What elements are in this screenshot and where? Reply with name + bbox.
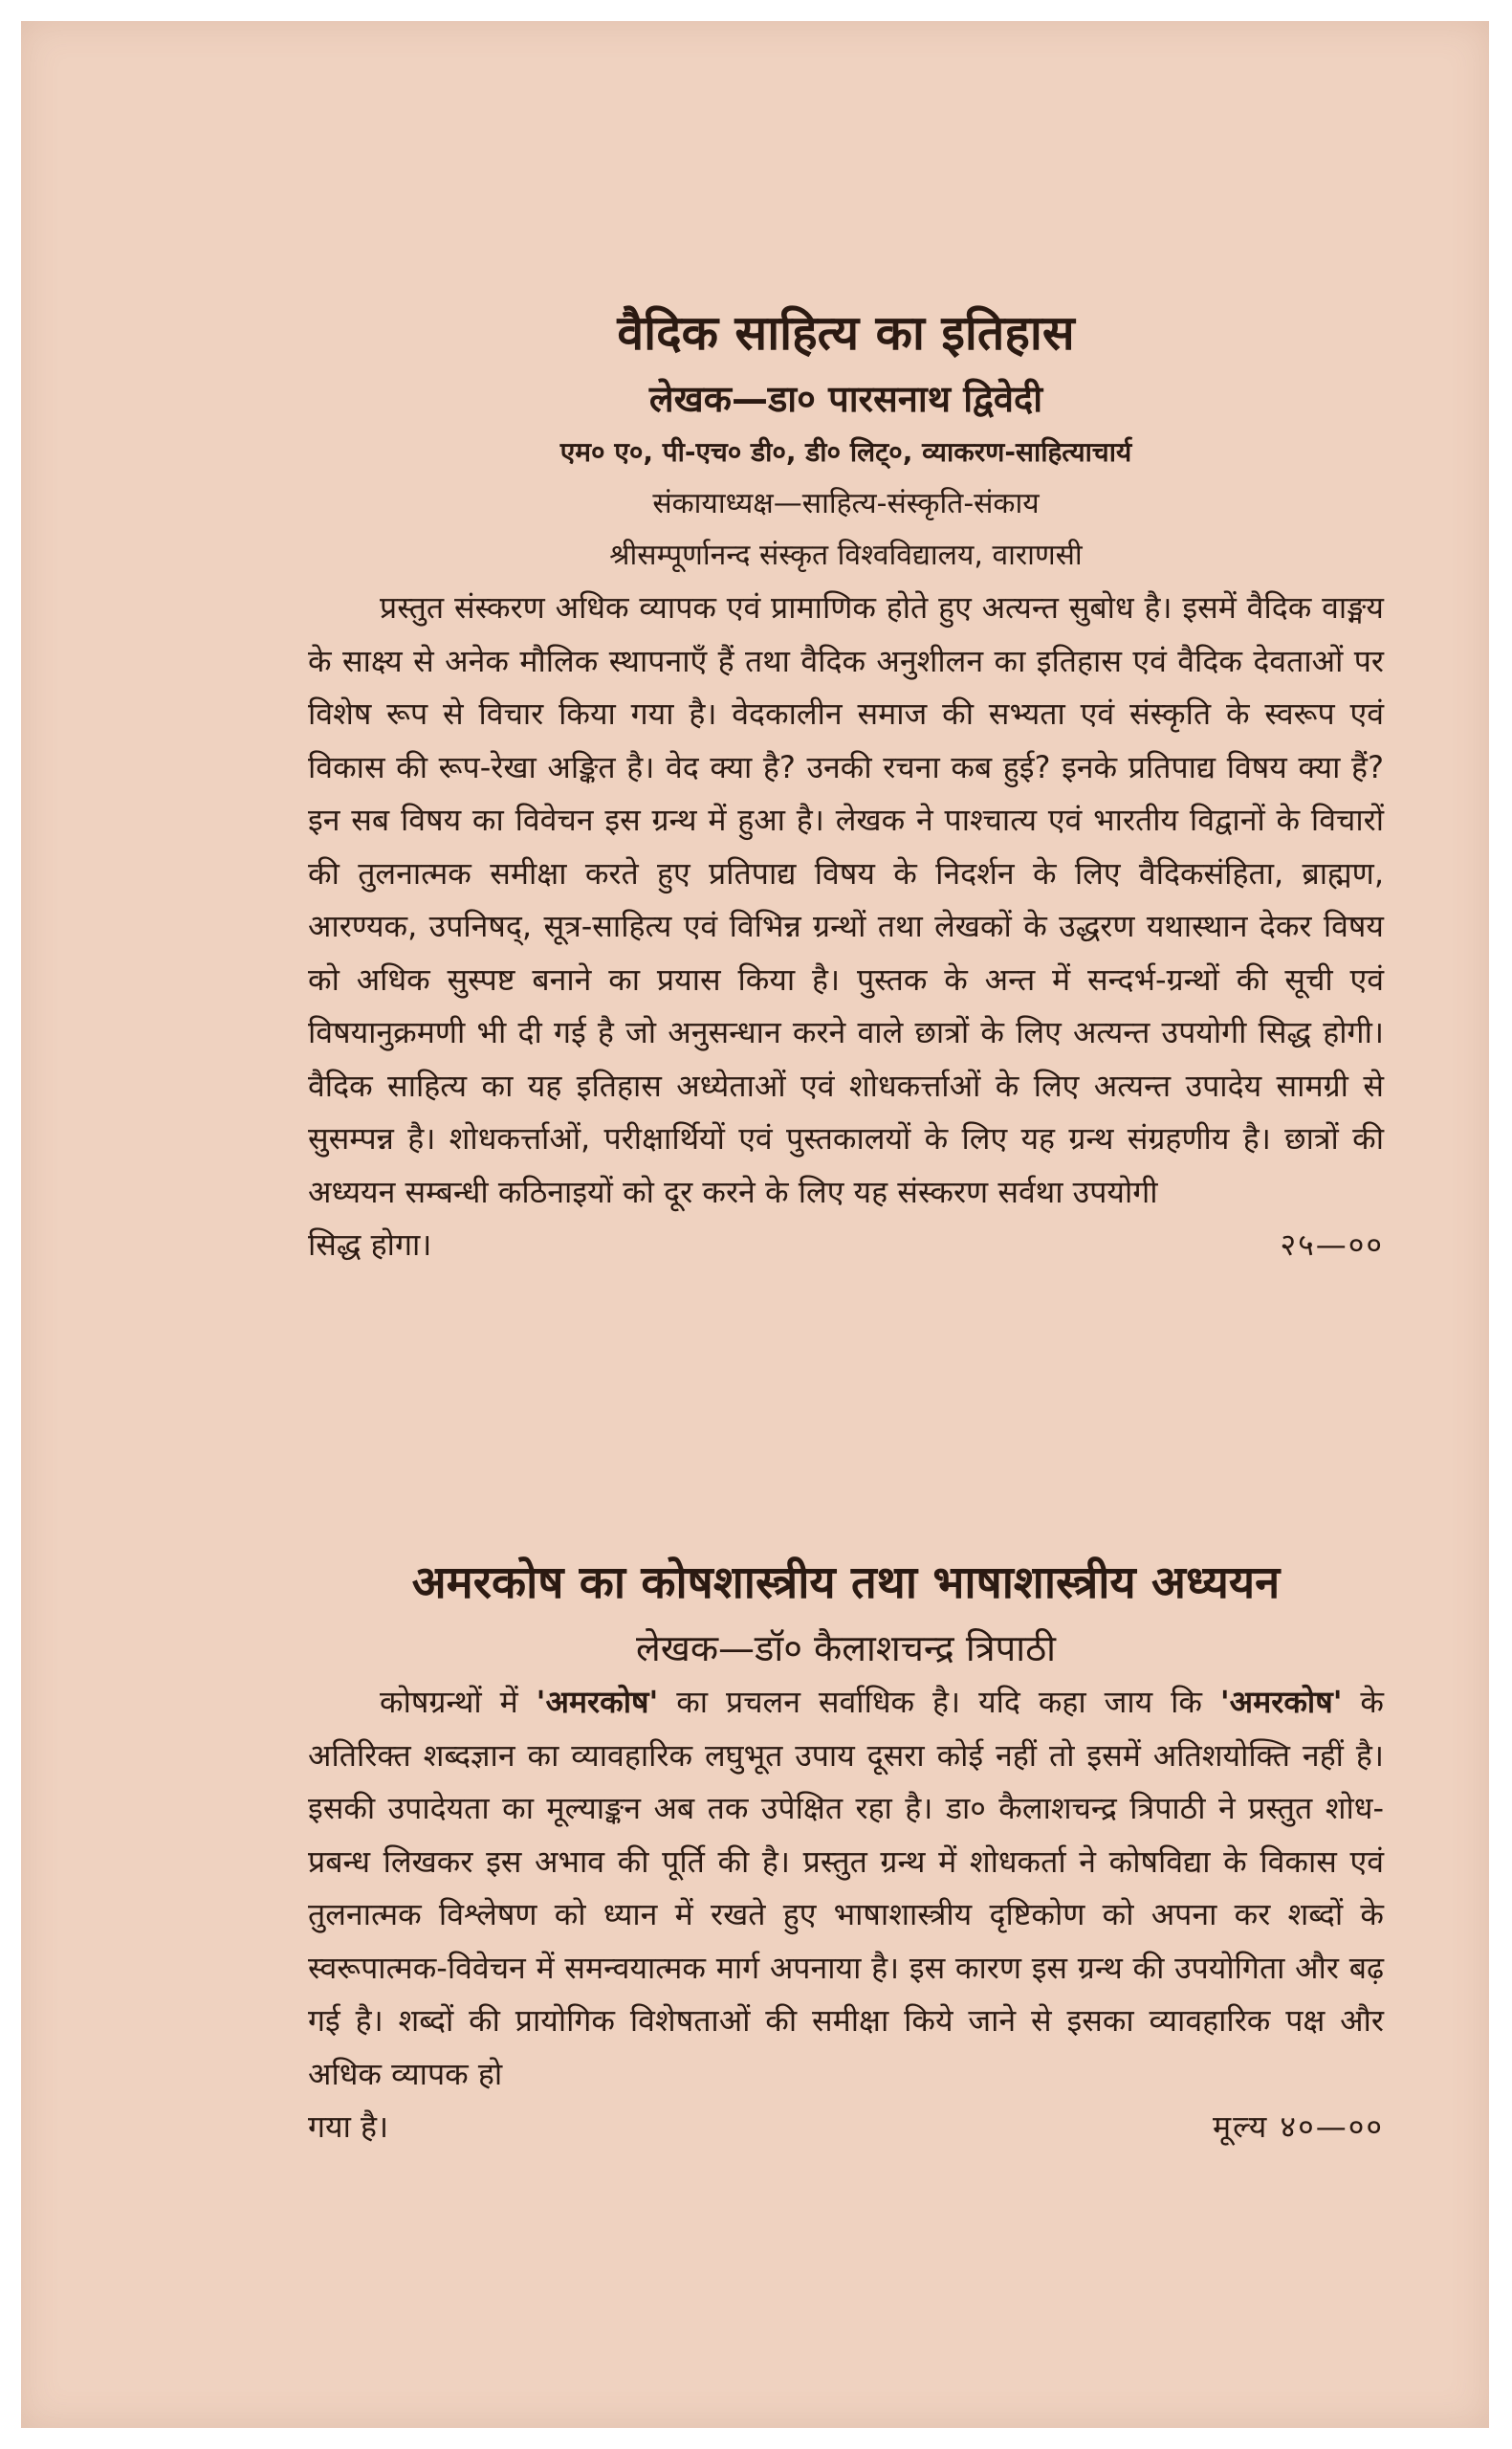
catalog-page: [21, 21, 1489, 2428]
book-author: लेखक—डा० पारसनाथ द्विवेदी: [648, 378, 1043, 420]
description-text: के अतिरिक्त शब्दज्ञान का व्यावहारिक लघुभूत उपाय दूसरा कोई नहीं तो इसमें अतिशयोक्ति नहीं है। इसकी उपादेयता का मूल्याङ्कन अब तक उपेक्षित रहा है। डा० कैलाशचन्द्र त्रिपाठी ने प्रस्तुत शोध-प्रबन्ध लिखकर इस अभाव की पूर्ति की है। प्रस्तुत ग्रन्थ में शोधकर्ता ने कोषविद्या के विकास एवं तुलनात्मक विश्लेषण को ध्यान में रखते हुए भाषाशास्त्रीय दृष्टिकोण को अपना कर शब्दों के स्वरूपात्मक-विवेचन में समन्वयात्मक मार्ग अपनाया है। इस कारण इस ग्रन्थ की उपयोगिता और बढ़ गई है। शब्दों की प्रायोगिक विशेषताओं की समीक्षा किये जाने से इसका व्यावहारिक पक्ष और अधिक व्यापक हो: [308, 1684, 1385, 2092]
closing-line: [308, 2101, 1384, 2154]
book-description: [308, 1676, 1384, 2101]
highlighted-term: 'अमरकोष': [1219, 1684, 1343, 1720]
book-entry-vedic-sahitya: [308, 298, 1384, 1272]
book-title: अमरकोष का कोषशास्त्रीय तथा भाषाशास्त्रीय अध्ययन: [411, 1556, 1281, 1609]
closing-line: [308, 1219, 1384, 1272]
book-entry-amarkosh: [308, 1550, 1384, 2154]
author-position: संकायाध्यक्ष—साहित्य-संस्कृति-संकाय: [652, 487, 1040, 520]
description-closing: सिद्ध होगा।: [308, 1226, 432, 1263]
book-title: वैदिक साहित्य का इतिहास: [617, 305, 1075, 361]
description-closing: गया है।: [308, 2108, 389, 2145]
book-author: लेखक—डॉ० कैलाशचन्द्र त्रिपाठी: [636, 1627, 1056, 1669]
highlighted-term: 'अमरकोष': [536, 1684, 659, 1720]
author-institution: श्रीसम्पूर्णानन्द संस्कृत विश्वविद्यालय, वाराणसी: [609, 539, 1083, 572]
book-price: मूल्य ४०—००: [1212, 2108, 1384, 2145]
description-text: का प्रचलन सर्वाधिक है। यदि कहा जाय कि: [658, 1684, 1220, 1720]
book-price: २५—००: [1280, 1226, 1384, 1263]
book-description: प्रस्तुत संस्करण अधिक व्यापक एवं प्रामाणिक होते हुए अत्यन्त सुबोध है। इसमें वैदिक वाङ्मय के साक्ष्य से अनेक मौलिक स्थापनाएँ हैं तथा वैदिक अनुशीलन का इतिहास एवं वैदिक देवताओं पर विशेष रूप से विचार किया गया है। वेदकालीन समाज की सभ्यता एवं संस्कृति के स्वरूप एवं विकास की रूप-रेखा अङ्कित है। वेद क्या है? उनकी रचना कब हुई? इनके प्रतिपाद्य विषय क्या हैं? इन सब विषय का विवेचन इस ग्रन्थ में हुआ है। लेखक ने पाश्चात्य एवं भारतीय विद्वानों के विचारों की तुलनात्मक समीक्षा करते हुए प्रतिपाद्य विषय के निदर्शन के लिए वैदिकसंहिता, ब्राह्मण, आरण्यक, उपनिषद्, सूत्र-साहित्य एवं विभिन्न ग्रन्थों तथा लेखकों के उद्धरण यथास्थान देकर विषय को अधिक सुस्पष्ट बनाने का प्रयास किया है। पुस्तक के अन्त में सन्दर्भ-ग्रन्थों की सूची एवं विषयानुक्रमणी भी दी गई है जो अनुसन्धान करने वाले छात्रों के लिए अत्यन्त उपयोगी सिद्ध होगी। वैदिक साहित्य का यह इतिहास अध्येताओं एवं शोधकर्त्ताओं के लिए अत्यन्त उपादेय सामग्री से सुसम्पन्न है। शोधकर्त्ताओं, परीक्षार्थियों एवं पुस्तकालयों के लिए यह ग्रन्थ संग्रहणीय है। छात्रों की अध्ययन सम्बन्धी कठिनाइयों को दूर करने के लिए यह संस्करण सर्वथा उपयोगी: [308, 589, 1385, 1210]
author-degrees: एम० ए०, पी-एच० डी०, डी० लिट्०, व्याकरण-साहित्याचार्य: [559, 436, 1132, 468]
description-text: कोषग्रन्थों में: [380, 1684, 537, 1720]
